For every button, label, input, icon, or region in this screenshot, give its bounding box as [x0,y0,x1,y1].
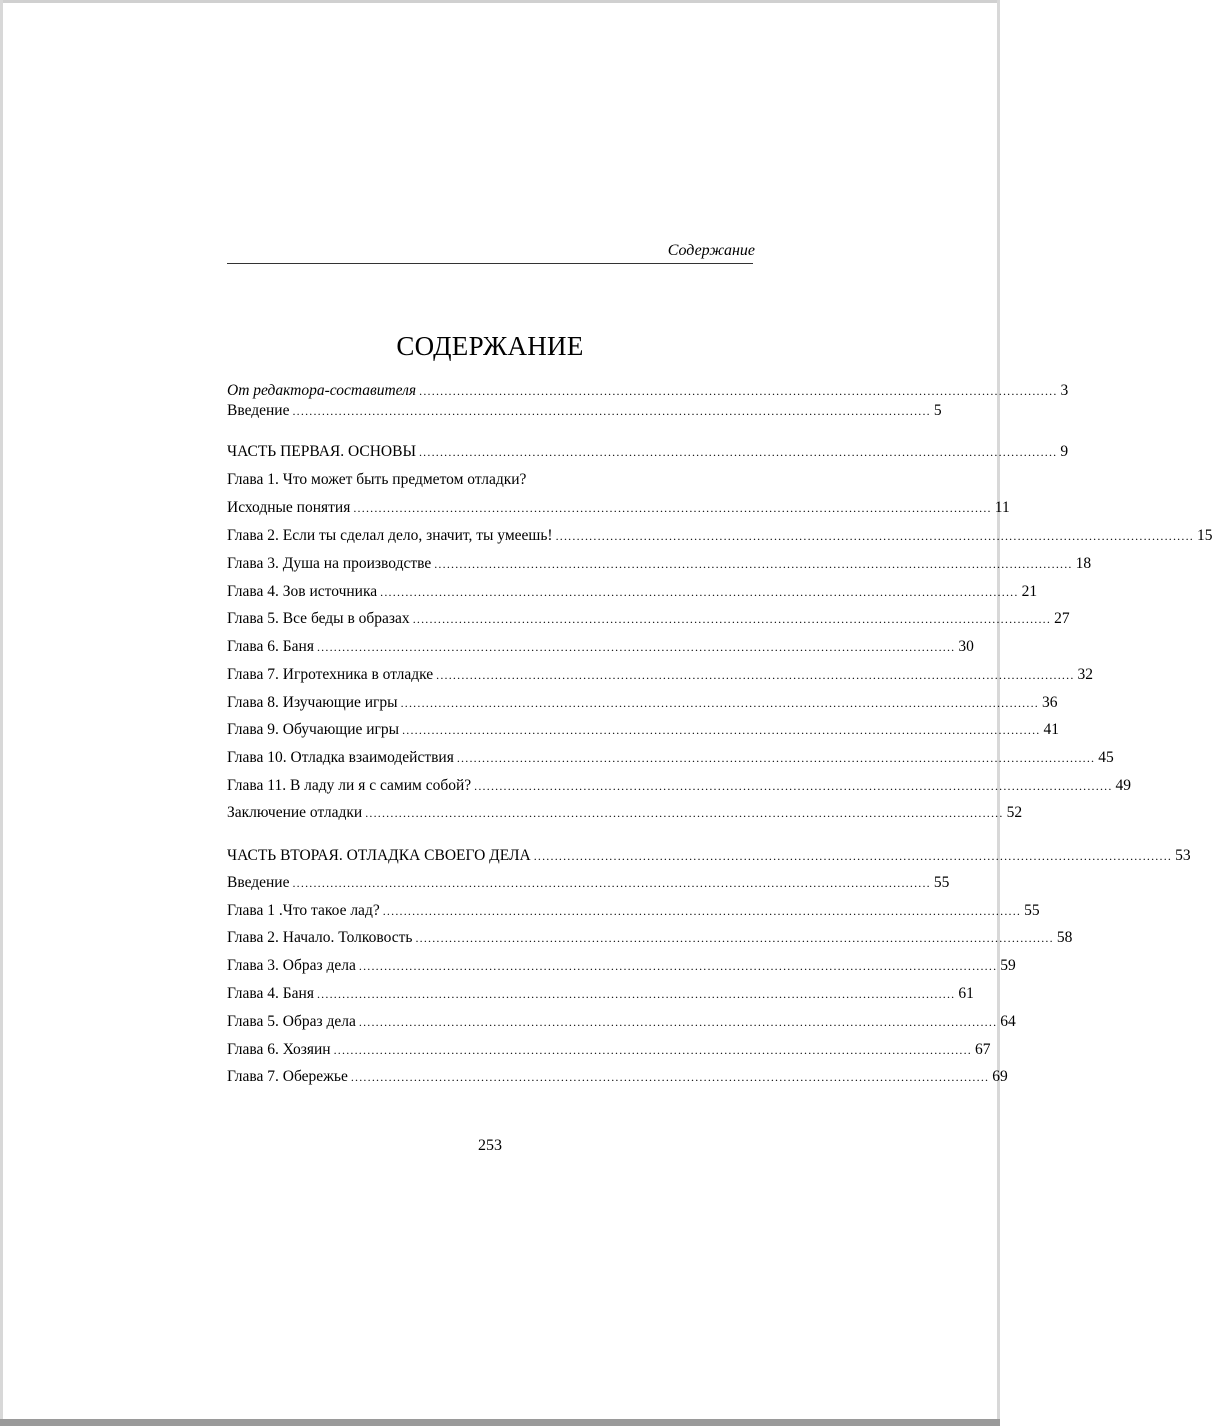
running-head: Содержание [667,242,755,259]
toc-entry [227,664,1094,686]
toc-entry-page: 52 [1006,804,1023,821]
toc-entry-label: Глава 5. Все беды в образах [227,610,410,627]
toc-dot-leader: ........................................................................................................................................................ [474,779,1113,793]
toc-entry-page: 41 [1043,721,1059,738]
toc-entry-label: Глава 1 .Что такое лад? [227,902,380,919]
toc-dot-leader: ........................................................................................................................................................ [400,696,1039,710]
toc-dot-leader: ........................................................................................................................................................ [358,959,998,973]
toc-dot-leader: ........................................................................................................................................................ [456,751,1096,765]
toc-entry [227,955,1016,977]
toc-entry-label: Глава 6. Хозяин [227,1041,331,1058]
toc-entry [227,900,1040,922]
toc-entry-page: 53 [1175,847,1191,864]
toc-entry [227,983,974,1005]
toc-entry-label: ЧАСТЬ ВТОРАЯ. ОТЛАДКА СВОЕГО ДЕЛА [227,847,531,864]
toc-entry-page: 59 [1000,957,1016,974]
toc-entry-label: От редактора-составителя [227,382,417,399]
toc-part-heading [227,845,1191,867]
toc-entry-page: 27 [1054,610,1070,627]
toc-dot-leader: ........................................................................................................................................................ [350,1070,990,1084]
toc-dot-leader: ........................................................................................................................................................ [436,668,1075,682]
toc-entry-label: Глава 4. Баня [227,985,314,1002]
toc-entry-label: Введение [227,402,290,419]
toc-dot-leader: ........................................................................................................................................................ [358,1015,998,1029]
toc-entry [227,927,1073,949]
page-frame-bottom [0,1419,1000,1426]
toc-entry [227,400,942,422]
toc-entry-page: 55 [933,874,950,891]
toc-dot-leader: ........................................................................................................................................................ [533,849,1173,863]
page-title: СОДЕРЖАНИЕ [396,331,584,361]
toc-entry [227,872,950,894]
toc-dot-leader: ........................................................................................................................................................ [333,1043,972,1057]
toc-dot-leader: ........................................................................................................................................................ [415,931,1054,945]
toc-entry-label: Глава 2. Начало. Толковость [227,929,413,946]
toc-dot-leader: ........................................................................................................................................................ [365,806,1004,820]
toc-entry-page: 67 [975,1041,991,1058]
toc-entry [227,380,1069,402]
toc-entry-label: Глава 9. Обучающие игры [227,721,400,738]
toc-dot-leader: ........................................................................................................................................................ [434,557,1073,571]
toc-entry [227,469,753,491]
toc-entry-page: 64 [1000,1013,1016,1030]
toc-entry-label: Глава 10. Отладка взаимодействия [227,749,454,766]
toc-entry-page: 45 [1098,749,1114,766]
toc-entry-label: Глава 6. Баня [227,638,314,655]
toc-dot-leader: ........................................................................................................................................................ [292,404,931,418]
toc-entry-page: 69 [992,1068,1008,1085]
toc-entry-label: ЧАСТЬ ПЕРВАЯ. ОСНОВЫ [227,443,416,460]
toc-entry-label: Глава 7. Игротехника в отладке [227,666,434,683]
toc-entry [227,636,974,658]
toc-part-heading [227,441,1069,463]
toc-entry [227,581,1038,603]
toc-entry-page: 9 [1060,443,1069,460]
toc-entry-page: 36 [1041,694,1058,711]
toc-entry-label: Глава 1. Что может быть предметом отладки? [227,471,527,488]
toc-dot-leader: ........................................................................................................................................................ [316,640,956,654]
toc-entry [227,497,1010,519]
toc-entry-page: 15 [1196,527,1212,544]
page-frame-left [0,0,3,1426]
toc-dot-leader: ........................................................................................................................................................ [316,987,956,1001]
toc-entry-page: 30 [958,638,974,655]
toc-entry [227,1039,991,1061]
toc-entry [227,1011,1016,1033]
toc-entry-page: 55 [1024,902,1040,919]
toc-entry-label: Исходные понятия [227,499,351,516]
toc-entry-page: 21 [1021,583,1038,600]
toc-entry-label: Глава 4. Зов источника [227,583,378,600]
page-frame-top [0,0,1000,3]
toc-dot-leader: ........................................................................................................................................................ [380,585,1019,599]
toc-entry [227,775,1132,797]
toc-entry [227,608,1070,630]
toc-dot-leader: ........................................................................................................................................................ [292,876,931,890]
toc-entry-label: Глава 7. Обережье [227,1068,348,1085]
toc-entry-page: 61 [958,985,974,1002]
toc-entry-page: 5 [933,402,942,419]
toc-entry-label: Глава 3. Образ дела [227,957,356,974]
toc-entry-label: Глава 8. Изучающие игры [227,694,398,711]
toc-entry [227,747,1114,769]
toc-entry-label: Глава 11. В ладу ли я с самим собой? [227,777,472,794]
toc-entry-page: 18 [1075,555,1092,572]
toc-entry-page: 11 [994,499,1010,516]
toc-entry-page: 32 [1077,666,1094,683]
toc-dot-leader: ........................................................................................................................................................ [353,501,992,515]
toc-dot-leader: ........................................................................................................................................................ [555,529,1194,543]
toc-entry [227,1066,1008,1088]
toc-entry [227,692,1058,714]
toc-entry-label: Заключение отладки [227,804,363,821]
toc-dot-leader: ........................................................................................................................................................ [412,612,1052,626]
header-rule [227,263,753,264]
toc-entry-page: 3 [1060,382,1069,399]
toc-dot-leader: ........................................................................................................................................................ [418,445,1058,459]
toc-entry [227,525,1212,547]
page-number: 253 [478,1137,502,1154]
toc-entry-page: 49 [1115,777,1132,794]
toc-entry [227,553,1092,575]
toc-dot-leader: ........................................................................................................................................................ [402,723,1041,737]
toc-dot-leader: ........................................................................................................................................................ [419,384,1058,398]
toc-entry [227,802,1023,824]
toc-entry-page: 58 [1056,929,1073,946]
toc-entry-label: Глава 3. Душа на производстве [227,555,432,572]
toc-entry-label: Введение [227,874,290,891]
toc-entry [227,719,1059,741]
toc-entry-label: Глава 5. Образ дела [227,1013,356,1030]
toc-dot-leader: ........................................................................................................................................................ [382,904,1022,918]
toc-entry-label: Глава 2. Если ты сделал дело, значит, ты умеешь! [227,527,553,544]
